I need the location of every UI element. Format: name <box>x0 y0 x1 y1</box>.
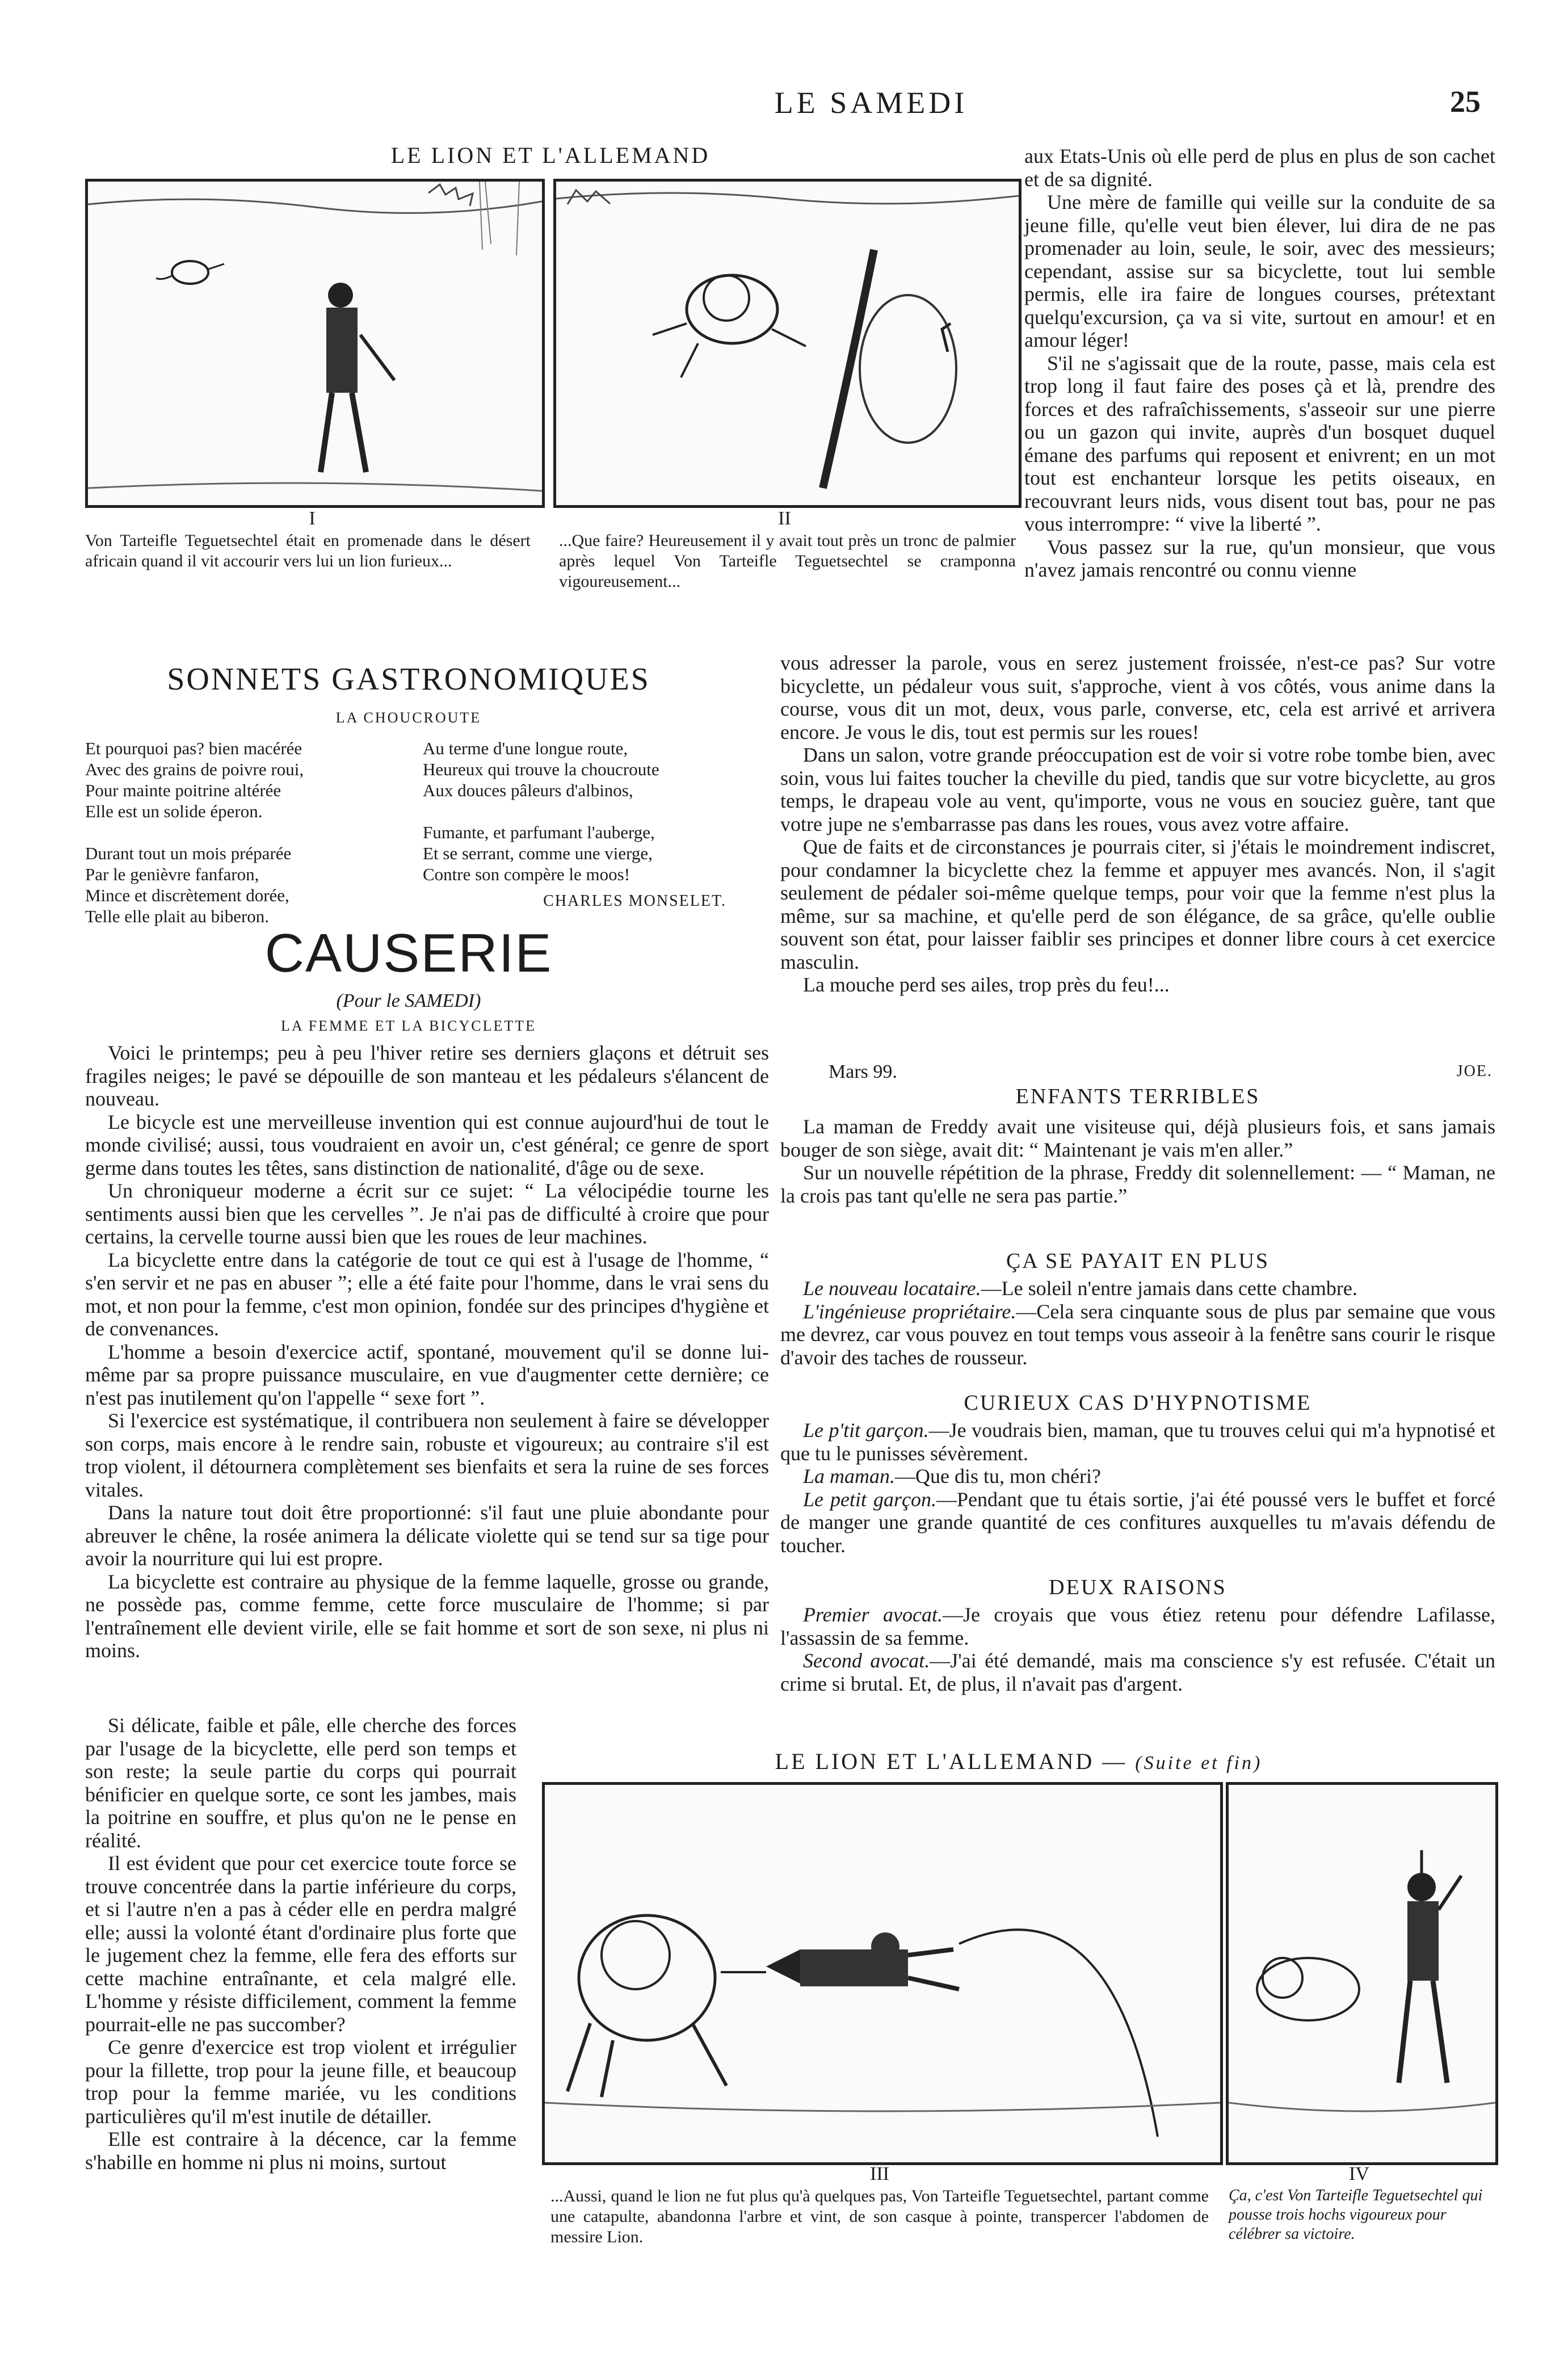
strip-bottom-title <box>545 1748 1493 1775</box>
poem-line: Pour mainte poitrine altérée <box>85 780 281 800</box>
paragraph: Ce genre d'exercice est trop violent et irrégulier pour la fillette, trop pour la jeune fille, et beaucoup trop pour la femme mariée, vu les conditions particulières qu'il m'est inutile de détailler. <box>85 2036 516 2128</box>
paragraph: Que de faits et de circonstances je pourrais citer, si j'étais le moindrement indiscret, pour condamner la bicyclette chez la femme et appuyer mes avancés. Non, il s'agit seulement de pédaler soi-même quelque temps, pour voir que la femme n'est plus la même, sur sa machine, et qu'elle perd de son élégance, de sa grâce, qu'elle oublie souvent son état, pour laisser faiblir ses principes et donner libre cours à cet exercice masculin. <box>780 835 1495 973</box>
panel-4-illustration <box>1229 1785 1495 2162</box>
panel-2-caption: ...Que faire? Heureusement il y avait tout près un tronc de palmier après lequel Von Tarteifle Teguetsechtel se cramponna vigoureusement... <box>559 531 1016 591</box>
paragraph: aux Etats-Unis où elle perd de plus en plus de son cachet et de sa dignité. <box>1024 145 1495 191</box>
causerie-body-narrow <box>85 1714 516 2174</box>
sonnets-title: SONNETS GASTRONOMIQUES <box>167 662 650 697</box>
dialog-text: —Que dis tu, mon chéri? <box>895 1465 1101 1487</box>
panel-1-caption: Von Tarteifle Teguetsechtel était en promenade dans le désert africain quand il vit accourir vers lui un lion furieux... <box>85 531 531 570</box>
speaker: L'ingénieuse propriétaire. <box>803 1300 1016 1323</box>
raisons-title: DEUX RAISONS <box>1049 1575 1227 1599</box>
causerie-title: CAUSERIE <box>264 923 553 984</box>
stanza-break <box>85 822 403 843</box>
hypno-title: CURIEUX CAS D'HYPNOTISME <box>964 1391 1312 1415</box>
paragraph: Le bicycle est une merveilleuse invention qui est connue aujourd'hui de tout le monde civilisé; aussi, tous voudraient en avoir un, c'est général; ce genre de sport germe dans toutes les têtes, sans distinction de nationalité, d'âge ou de sexe. <box>85 1110 769 1179</box>
poem-line: Avec des grains de poivre roui, <box>85 759 304 779</box>
paragraph: L'homme a besoin d'exercice actif, spontané, mouvement qu'il se donne lui-même par sa propre puissance musculaire, en vue d'augmenter cette dernière; ce n'est pas inutilement qu'on l'appelle “ sexe fort ”. <box>85 1340 769 1409</box>
stanza-break <box>423 801 741 822</box>
poem-line: Telle elle plait au biberon. <box>85 906 270 926</box>
paragraph: Voici le printemps; peu à peu l'hiver retire ses derniers glaçons et détruit ses fragiles neiges; le pavé se dépouille de son manteau et les pédaleurs s'élancent de nouveau. <box>85 1041 769 1110</box>
panel-2-numeral: II <box>778 508 791 529</box>
sonnets-subtitle: LA CHOUCROUTE <box>335 709 482 726</box>
panel-1-illustration <box>88 182 542 505</box>
paragraph: vous adresser la parole, vous en serez justement froissée, n'est-ce pas? Sur votre bicyclette, un pédaleur vous suit, s'approche, vient à vos côtés, vous anime dans la course, vous dit un mot, deux, vous parle, converse, etc, cela est arrivé et arrivera encore. Je vous le dis, tout est permis sur les roues! <box>780 652 1495 743</box>
paragraph: Si délicate, faible et pâle, elle cherche des forces par l'usage de la bicyclette, elle perd son temps et son reste; la seule partie du corps qui pourrait bénificier en quelque sorte, ce sont les jambes, mais la poitrine en souffre, et plus qu'on ne le pense en réalité. <box>85 1714 516 1852</box>
paragraph: Une mère de famille qui veille sur la conduite de sa jeune fille, qu'elle veut bien élever, lui dira de ne pas promenader au loin, seule, le soir, avec des messieurs; cependant, assise sur sa bicyclette, tout lui semble permis, elle ira faire de longues courses, prétextant quelqu'excursion, ça va si vite, surtout en amour! et en amour léger! <box>1024 191 1495 351</box>
dialog-line <box>780 1300 1495 1369</box>
causerie-body-wide <box>85 1041 769 1662</box>
causerie-body-right <box>1024 145 1495 582</box>
poem-line: Mince et discrètement dorée, <box>85 885 289 905</box>
speaker: Le p'tit garçon. <box>803 1419 929 1442</box>
raisons-body <box>780 1603 1495 1695</box>
paragraph: La mouche perd ses ailes, trop près du feu!... <box>803 973 1170 996</box>
panel-2-illustration <box>556 182 1019 505</box>
comic-panel-3 <box>542 1782 1223 2165</box>
paragraph: Si l'exercice est systématique, il contribuera non seulement à faire se développer son corps, mais encore à le rendre sain, robuste et vigoureux; au contraire s'il est trop violent, il détournera complètement ses bienfaits et sera la ruine de ses forces vitales. <box>85 1409 769 1501</box>
dialog-line <box>780 1603 1495 1649</box>
enfants-body <box>780 1115 1495 1207</box>
speaker: Le nouveau locataire. <box>803 1277 981 1300</box>
sonnet-column-2 <box>423 738 741 885</box>
paragraph: Vous passez sur la rue, qu'un monsieur, que vous n'avez jamais rencontré ou connu vienne <box>1024 535 1495 581</box>
panel-4-numeral: IV <box>1349 2163 1369 2184</box>
enfants-title: ENFANTS TERRIBLES <box>1015 1085 1260 1108</box>
speaker: Premier avocat. <box>803 1603 943 1626</box>
dialog-text: —Pendant que tu étais sortie, j'ai été poussé vers le buffet et forcé de manger une grande quantité de ces confitures auxquelles tu m'avais défendu de toucher. <box>780 1487 1495 1557</box>
payait-title: ÇA SE PAYAIT EN PLUS <box>1006 1249 1270 1273</box>
strip-bottom-title-main: LE LION ET L'ALLEMAND — <box>775 1749 1128 1774</box>
poem-line: Au terme d'une longue route, <box>423 738 628 758</box>
speaker: Le petit garçon. <box>803 1487 937 1511</box>
causerie-body-mid <box>780 652 1495 997</box>
poem-line: Par le genièvre fanfaron, <box>85 864 259 884</box>
dialog-line <box>780 1465 1495 1488</box>
paragraph: Un chroniqueur moderne a écrit sur ce sujet: “ La vélocipédie tourne les sentiments aussi bien que les cervelles ”. Je n'ai pas de difficulté à croire que pour certains, la cervelle tourne aussi bien que les roues de leur machines. <box>85 1179 769 1248</box>
dialog-line <box>780 1649 1495 1695</box>
causerie-for-line: (Pour le SAMEDI) <box>336 990 481 1011</box>
panel-3-numeral: III <box>870 2163 889 2184</box>
dialog-line <box>780 1419 1495 1465</box>
hypno-body <box>780 1419 1495 1557</box>
causerie-signature: JOE. <box>1456 1062 1493 1080</box>
panel-3-caption: ...Aussi, quand le lion ne fut plus qu'à quelques pas, Von Tarteifle Teguetsechtel, partant comme une catapulte, abandonna l'arbre et vint, de son casque à pointe, transpercer l'abdomen de messire Lion. <box>550 2187 1209 2246</box>
speaker: Second avocat. <box>803 1649 930 1672</box>
dialog-text: —Le soleil n'entre jamais dans cette chambre. <box>981 1277 1357 1300</box>
dialog-text: —Je croyais que vous étiez retenu pour défendre Lafilasse, l'assassin de sa femme. <box>780 1603 1495 1649</box>
panel-4-caption: Ça, c'est Von Tarteifle Teguetsechtel qui pousse trois hochs vigoureux pour célébrer sa victoire. <box>1229 2187 1483 2243</box>
strip-top-title: LE LION ET L'ALLEMAND <box>390 142 711 168</box>
poem-line: Aux douces pâleurs d'albinos, <box>423 780 633 800</box>
page-number: 25 <box>1450 85 1481 119</box>
sonnet-author: CHARLES MONSELET. <box>543 892 726 910</box>
running-head: LE SAMEDI <box>774 86 968 120</box>
paragraph: Sur un nouvelle répétition de la phrase, Freddy dit solennellement: — “ Maman, ne la crois pas tant qu'elle ne sera pas partie.” <box>780 1161 1495 1207</box>
sonnet-column-1 <box>85 738 403 927</box>
poem-line: Elle est un solide éperon. <box>85 801 263 821</box>
paragraph: S'il ne s'agissait que de la route, passe, mais cela est trop long il faut faire des poses çà et là, prendre des forces et des rafraîchissements, s'asseoir sur une pierre ou un gazon qui invite, auprès d'un bosquet duquel émane des parfums qui reposent et enivrent; en un mot tout est enchanteur lorsque les petits oiseaux, en recouvrant leurs nids, vous disent tout bas, pour ne pas vous interrompre: “ vive la liberté ”. <box>1024 351 1495 535</box>
causerie-date: Mars 99. <box>829 1061 897 1082</box>
paragraph: La bicyclette est contraire au physique de la femme laquelle, grosse ou grande, ne possède pas, comme femme, cette force musculaire de l'homme; si par l'entraînement elle devient virile, elle se fait homme et sort de son sexe, ni plus ni moins. <box>85 1570 769 1662</box>
paragraph: Dans la nature tout doit être proportionné: s'il faut une pluie abondante pour abreuver le chêne, la rosée animera la délicate violette qui se tend sur sa tige pour avoir la nourriture qui lui est propre. <box>85 1501 769 1570</box>
paragraph: Elle est contraire à la décence, car la femme s'habille en homme ni plus ni moins, surtout <box>85 2128 516 2174</box>
panel-1-numeral: I <box>309 508 316 529</box>
comic-panel-4 <box>1226 1782 1498 2165</box>
poem-line: Fumante, et parfumant l'auberge, <box>423 822 655 842</box>
poem-line: Et pourquoi pas? bien macérée <box>85 738 302 758</box>
dialog-text: —Cela sera cinquante sous de plus par semaine que vous me devrez, car vous pouvez en tout temps vous asseoir à la fenêtre sans courir le risque d'avoir des taches de rousseur. <box>780 1300 1495 1369</box>
comic-panel-2 <box>553 179 1021 508</box>
paragraph: Dans un salon, votre grande préoccupation est de voir si votre robe tombe bien, avec soin, vous lui faites toucher la cheville du pied, tandis que sur votre bicyclette, au gros temps, le drapeau vole au vent, qu'importe, vous ne vous en souciez guère, tant que votre jupe ne s'embarrasse pas dans les roues, vous avez votre affaire. <box>780 743 1495 835</box>
comic-panel-1 <box>85 179 545 508</box>
paragraph: La maman de Freddy avait une visiteuse qui, déjà plusieurs fois, et sans jamais bouger de son siège, avait dit: “ Maintenant je vais m'en aller.” <box>780 1115 1495 1161</box>
dialog-line <box>780 1277 1495 1300</box>
payait-body <box>780 1277 1495 1369</box>
poem-line: Durant tout un mois préparée <box>85 843 292 863</box>
poem-line: Et se serrant, comme une vierge, <box>423 843 653 863</box>
poem-line: Contre son compère le moos! <box>423 864 630 884</box>
speaker: La maman. <box>803 1465 896 1487</box>
causerie-subtitle: LA FEMME ET LA BICYCLETTE <box>280 1018 537 1034</box>
poem-line: Heureux qui trouve la choucroute <box>423 759 659 779</box>
paragraph: Il est évident que pour cet exercice toute force se trouve concentrée dans la partie inférieure du corps, et si l'autre n'en a pas à céder elle en perdra malgré elle; aussi la volonté étant d'ordinaire plus forte que le jugement chez la femme, elle fera des efforts sur cette machine entraînante, et cela malgré elle. L'homme y résiste difficilement, comment la femme pourrait-elle ne pas succomber? <box>85 1852 516 2036</box>
dialog-text: —J'ai été demandé, mais ma conscience s'y est refusée. C'était un crime si brutal. Et, de plus, il n'avait pas d'argent. <box>780 1649 1495 1695</box>
panel-3-illustration <box>545 1785 1220 2162</box>
paragraph: La bicyclette entre dans la catégorie de tout ce qui est à l'usage de l'homme, “ s'en servir et ne pas en abuser ”; elle a été faite pour l'homme, dans le vrai sens du mot, et non pour la femme, c'est mon opinion, fondée sur des principes d'hygiène et de convenances. <box>85 1248 769 1340</box>
strip-bottom-title-suffix: (Suite et fin) <box>1135 1753 1263 1774</box>
dialog-text: —Je voudrais bien, maman, que tu trouves celui qui m'a hypnotisé et que tu le punisses sévèrement. <box>780 1419 1495 1465</box>
dialog-line <box>780 1488 1495 1557</box>
